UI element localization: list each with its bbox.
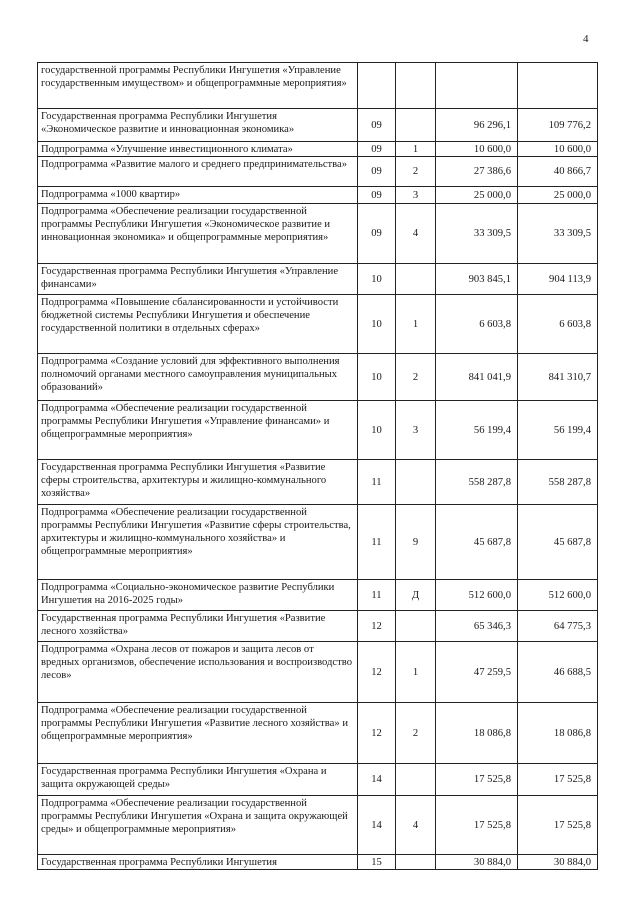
table-row — [38, 505, 598, 580]
amount-year-2: 56 199,4 — [518, 401, 598, 460]
amount-year-1: 903 845,1 — [436, 264, 518, 295]
amount-year-2: 45 687,8 — [518, 505, 598, 580]
program-name: Подпрограмма «Обеспечение реализации государственной программы Республики Ингушетия «Охрана и защита окружающей среды» и общепрограммные мероприятия» — [38, 796, 358, 855]
subprogram-code: 3 — [396, 401, 436, 460]
subprogram-code: 9 — [396, 505, 436, 580]
program-code: 09 — [358, 157, 396, 187]
amount-year-1: 65 346,3 — [436, 611, 518, 642]
table-row — [38, 354, 598, 401]
amount-year-2: 64 775,3 — [518, 611, 598, 642]
subprogram-code: 2 — [396, 703, 436, 764]
table-row — [38, 401, 598, 460]
program-code: 09 — [358, 187, 396, 204]
amount-year-2: 46 688,5 — [518, 642, 598, 703]
amount-year-1: 17 525,8 — [436, 796, 518, 855]
program-code: 09 — [358, 142, 396, 157]
amount-year-2: 6 603,8 — [518, 295, 598, 354]
subprogram-code — [396, 855, 436, 870]
program-name: Государственная программа Республики Ингушетия «Управление финансами» — [38, 264, 358, 295]
budget-table — [37, 62, 598, 870]
amount-year-2: 25 000,0 — [518, 187, 598, 204]
program-name: Государственная программа Республики Ингушетия «Развитие сферы строительства, архитектуры и жилищно-коммунального хозяйства» — [38, 460, 358, 505]
amount-year-2: 558 287,8 — [518, 460, 598, 505]
table-row — [38, 63, 598, 109]
program-code: 12 — [358, 642, 396, 703]
amount-year-1: 47 259,5 — [436, 642, 518, 703]
subprogram-code: 1 — [396, 642, 436, 703]
amount-year-2: 109 776,2 — [518, 109, 598, 142]
amount-year-1: 30 884,0 — [436, 855, 518, 870]
program-name: Государственная программа Республики Ингушетия «Охрана и защита окружающей среды» — [38, 764, 358, 796]
subprogram-code — [396, 109, 436, 142]
subprogram-code: 1 — [396, 295, 436, 354]
program-code: 15 — [358, 855, 396, 870]
table-row — [38, 855, 598, 870]
program-code: 09 — [358, 204, 396, 264]
subprogram-code: Д — [396, 580, 436, 611]
amount-year-1: 841 041,9 — [436, 354, 518, 401]
program-name: государственной программы Республики Ингушетия «Управление государственным имуществом» и общепрограммные мероприятия» — [38, 63, 358, 109]
program-code: 11 — [358, 580, 396, 611]
subprogram-code — [396, 611, 436, 642]
table-row — [38, 109, 598, 142]
program-code: 10 — [358, 295, 396, 354]
program-code: 14 — [358, 764, 396, 796]
table-row — [38, 611, 598, 642]
table-row — [38, 580, 598, 611]
program-code: 12 — [358, 703, 396, 764]
amount-year-1: 6 603,8 — [436, 295, 518, 354]
table-row — [38, 764, 598, 796]
program-code: 11 — [358, 505, 396, 580]
table-row — [38, 264, 598, 295]
amount-year-1: 25 000,0 — [436, 187, 518, 204]
program-code: 09 — [358, 109, 396, 142]
subprogram-code — [396, 460, 436, 505]
amount-year-2: 18 086,8 — [518, 703, 598, 764]
amount-year-1: 96 296,1 — [436, 109, 518, 142]
table-row — [38, 796, 598, 855]
program-name: Подпрограмма «Улучшение инвестиционного климата» — [38, 142, 358, 157]
program-name: Государственная программа Республики Ингушетия — [38, 855, 358, 870]
amount-year-1: 18 086,8 — [436, 703, 518, 764]
program-name: Подпрограмма «Обеспечение реализации государственной программы Республики Ингушетия «Экономическое развитие и инновационная экономика» и общепрограммные мероприятия» — [38, 204, 358, 264]
subprogram-code: 2 — [396, 157, 436, 187]
amount-year-2: 904 113,9 — [518, 264, 598, 295]
program-code: 10 — [358, 401, 396, 460]
amount-year-2: 30 884,0 — [518, 855, 598, 870]
program-name: Подпрограмма «Повышение сбалансированности и устойчивости бюджетной системы Республики Ингушетия и обеспечение государственной политики в отдельных сферах» — [38, 295, 358, 354]
table-row — [38, 142, 598, 157]
amount-year-1: 56 199,4 — [436, 401, 518, 460]
subprogram-code: 2 — [396, 354, 436, 401]
program-code: 10 — [358, 354, 396, 401]
amount-year-2: 17 525,8 — [518, 764, 598, 796]
subprogram-code — [396, 264, 436, 295]
table-row — [38, 295, 598, 354]
amount-year-1 — [436, 63, 518, 109]
amount-year-2 — [518, 63, 598, 109]
table-row — [38, 703, 598, 764]
amount-year-2: 17 525,8 — [518, 796, 598, 855]
amount-year-2: 33 309,5 — [518, 204, 598, 264]
program-name: Подпрограмма «Охрана лесов от пожаров и защита лесов от вредных организмов, обеспечение использования и воспроизводство лесов» — [38, 642, 358, 703]
program-name: Государственная программа Республики Ингушетия «Развитие лесного хозяйства» — [38, 611, 358, 642]
amount-year-1: 10 600,0 — [436, 142, 518, 157]
amount-year-1: 45 687,8 — [436, 505, 518, 580]
program-name: Подпрограмма «Создание условий для эффективного выполнения полномочий органами местного самоуправления муниципальных образований» — [38, 354, 358, 401]
program-code — [358, 63, 396, 109]
program-name: Подпрограмма «Обеспечение реализации государственной программы Республики Ингушетия «Развитие лесного хозяйства» и общепрограммные мероприятия» — [38, 703, 358, 764]
program-name: Государственная программа Республики Ингушетия «Экономическое развитие и инновационная экономика» — [38, 109, 358, 142]
subprogram-code: 1 — [396, 142, 436, 157]
amount-year-2: 841 310,7 — [518, 354, 598, 401]
amount-year-1: 33 309,5 — [436, 204, 518, 264]
program-name: Подпрограмма «Обеспечение реализации государственной программы Республики Ингушетия «Развитие сферы строительства, архитектуры и жилищно-коммунального хозяйства» и общепрограммные мероприятия» — [38, 505, 358, 580]
subprogram-code: 4 — [396, 204, 436, 264]
amount-year-2: 512 600,0 — [518, 580, 598, 611]
table-row — [38, 642, 598, 703]
table-row — [38, 187, 598, 204]
subprogram-code: 3 — [396, 187, 436, 204]
program-name: Подпрограмма «1000 квартир» — [38, 187, 358, 204]
subprogram-code — [396, 764, 436, 796]
program-code: 10 — [358, 264, 396, 295]
amount-year-1: 512 600,0 — [436, 580, 518, 611]
amount-year-2: 40 866,7 — [518, 157, 598, 187]
subprogram-code: 4 — [396, 796, 436, 855]
program-code: 12 — [358, 611, 396, 642]
amount-year-1: 27 386,6 — [436, 157, 518, 187]
table-row — [38, 460, 598, 505]
page-number: 4 — [583, 33, 589, 45]
amount-year-1: 17 525,8 — [436, 764, 518, 796]
table-row — [38, 157, 598, 187]
program-name: Подпрограмма «Социально-экономическое развитие Республики Ингушетия на 2016-2025 годы» — [38, 580, 358, 611]
program-name: Подпрограмма «Развитие малого и среднего предпринимательства» — [38, 157, 358, 187]
subprogram-code — [396, 63, 436, 109]
table-row — [38, 204, 598, 264]
amount-year-1: 558 287,8 — [436, 460, 518, 505]
amount-year-2: 10 600,0 — [518, 142, 598, 157]
program-code: 11 — [358, 460, 396, 505]
program-code: 14 — [358, 796, 396, 855]
program-name: Подпрограмма «Обеспечение реализации государственной программы Республики Ингушетия «Управление финансами» и общепрограммные мероприятия» — [38, 401, 358, 460]
